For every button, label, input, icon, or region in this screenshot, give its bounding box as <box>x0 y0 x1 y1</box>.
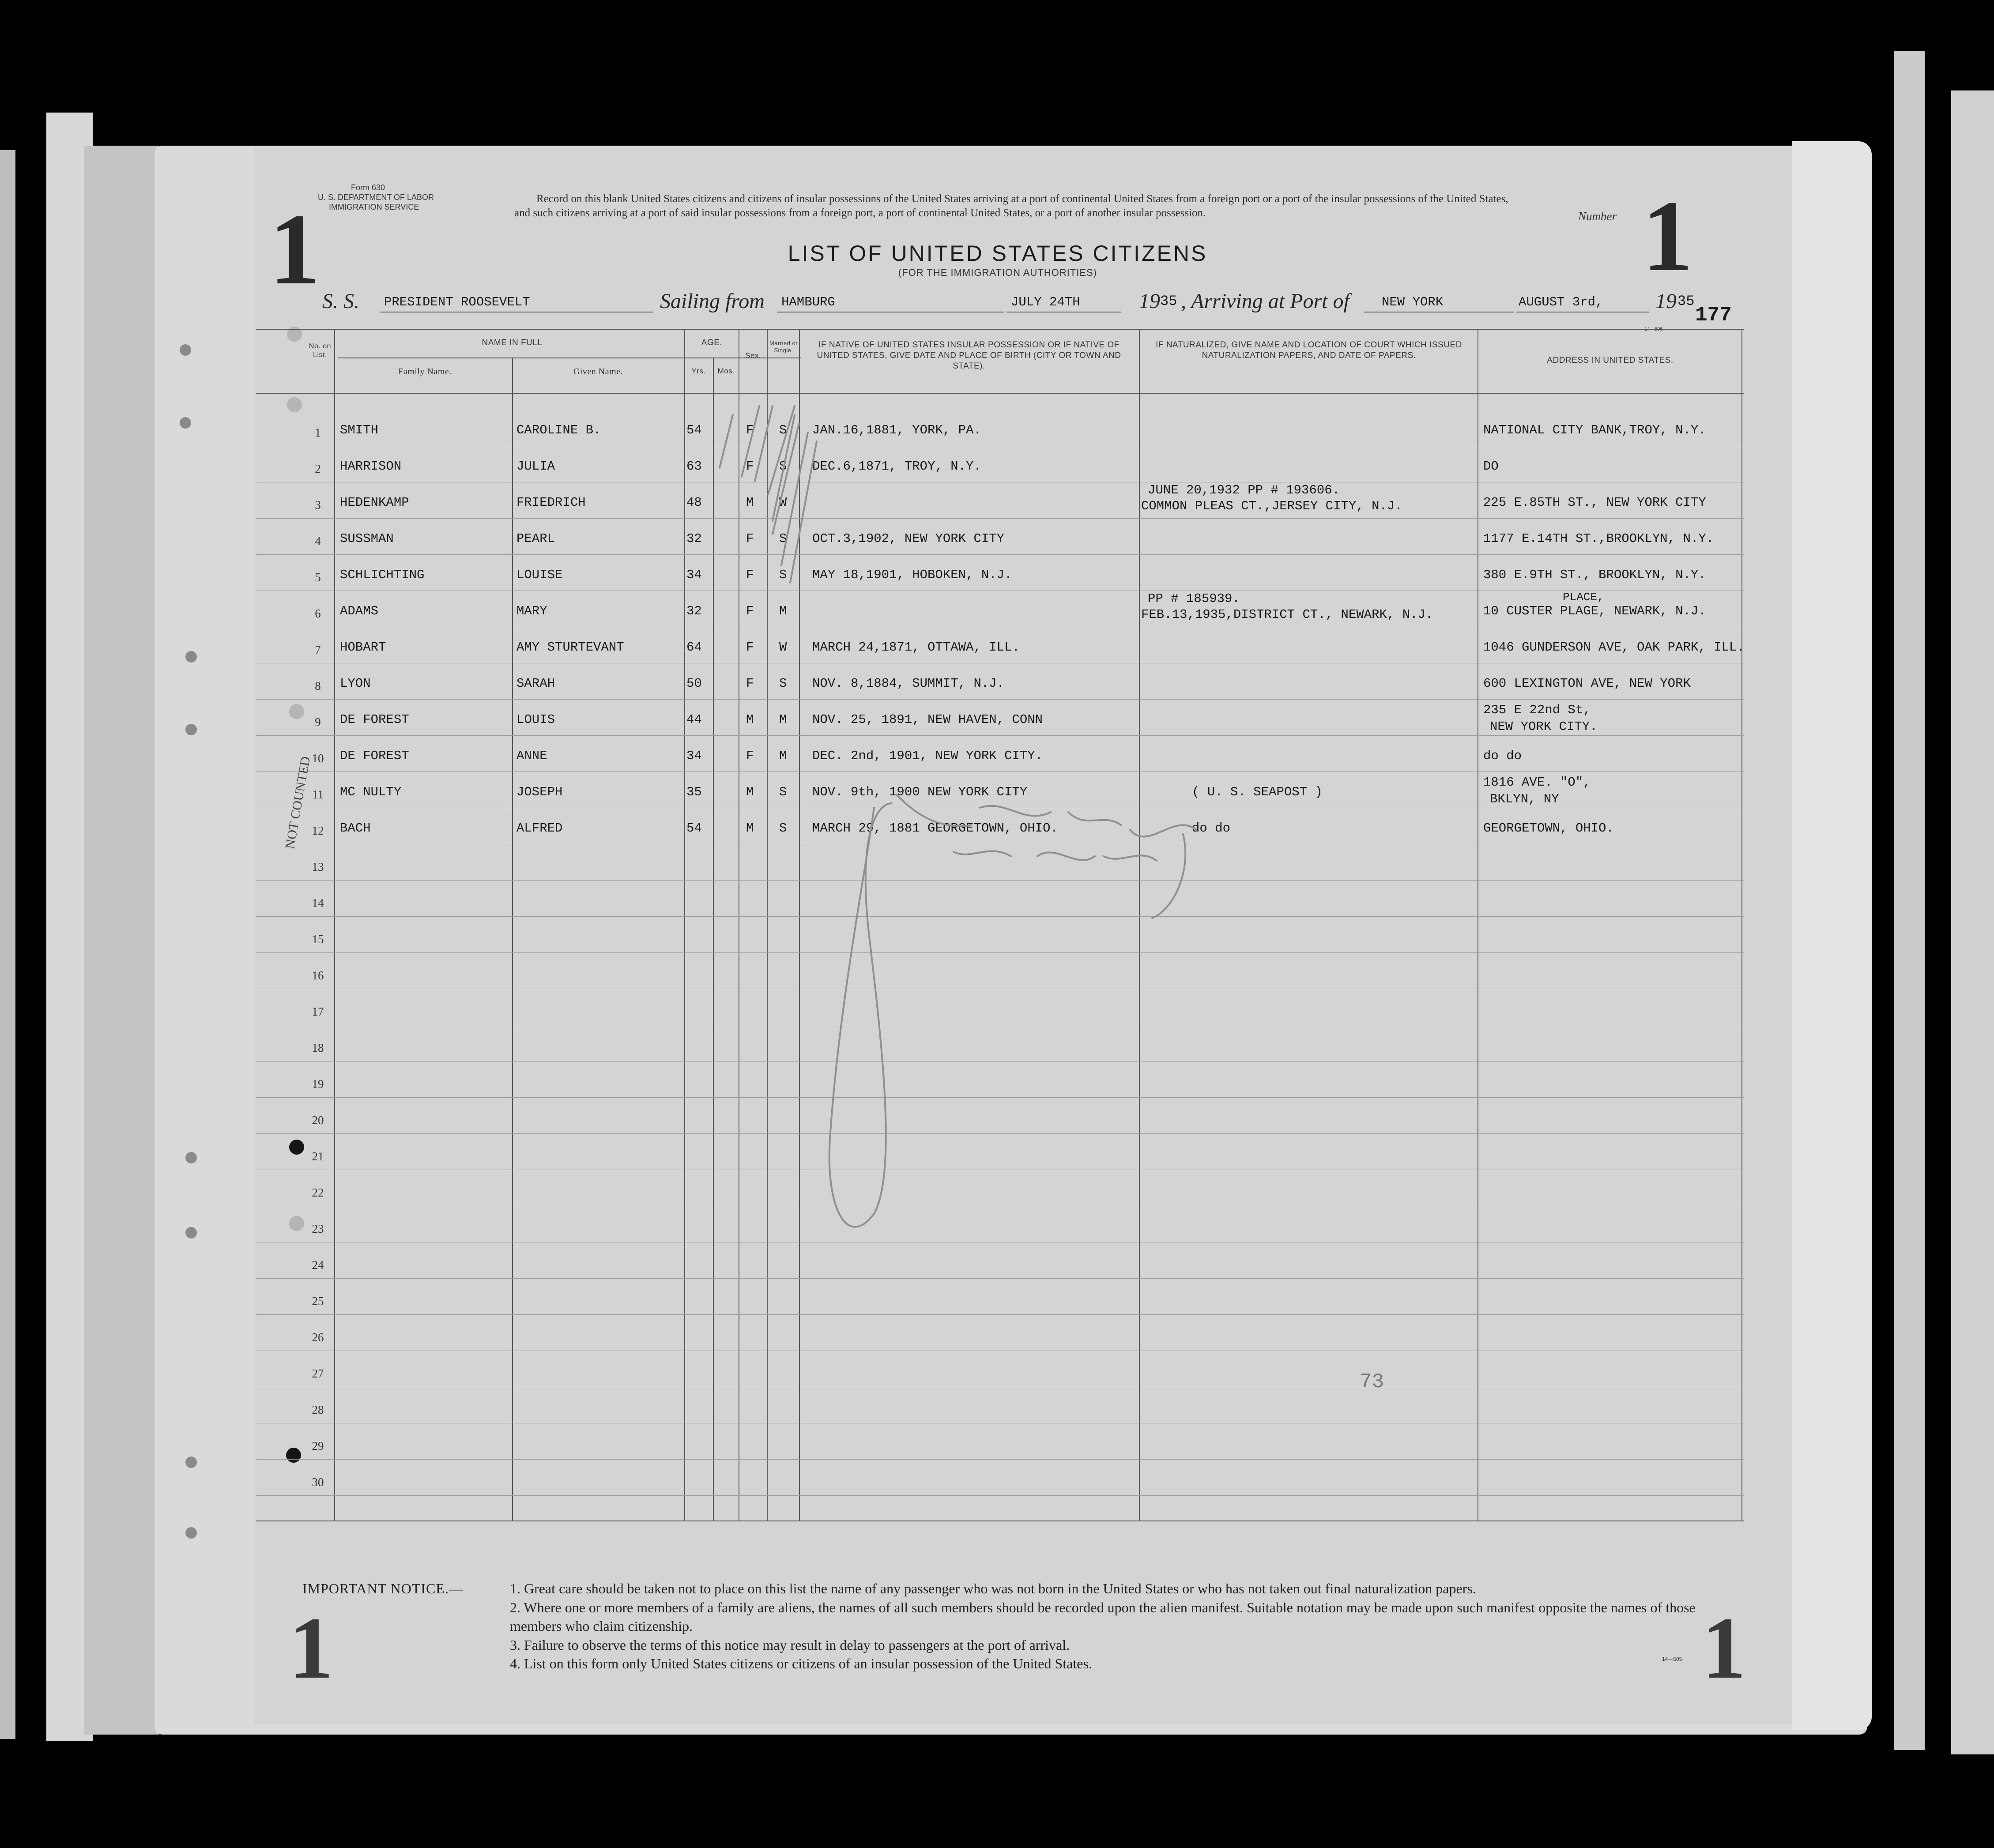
row-rule <box>256 1459 1744 1460</box>
sex-cell: M <box>746 785 754 799</box>
sex-cell: F <box>746 423 754 437</box>
given-name-cell: ALFRED <box>516 821 563 836</box>
header-yrs: Yrs. <box>691 367 706 375</box>
form-number: Form 630 <box>351 183 385 192</box>
birth-date-place-cell: OCT.3,1902, NEW YORK CITY <box>812 531 1005 546</box>
birth-date-place-cell: DEC. 2nd, 1901, NEW YORK CITY. <box>812 749 1043 763</box>
row-number: 9 <box>315 715 321 729</box>
row-number: 23 <box>312 1222 324 1235</box>
header-given-name: Given Name. <box>573 367 623 376</box>
col-rule <box>1741 329 1742 1521</box>
ship-name[interactable]: PRESIDENT ROOSEVELT <box>384 295 530 309</box>
header-naturalized: IF NATURALIZED, GIVE NAME AND LOCATION OF COURT WHICH ISSUED NATURALIZATION PAPERS, AND DATE OF PAPERS. <box>1156 340 1462 360</box>
age-years-cell: 34 <box>686 749 702 763</box>
header-age: AGE. <box>701 338 723 347</box>
marital-status-cell: S <box>779 423 787 437</box>
address-cell: 380 E.9TH ST., BROOKLYN, N.Y. <box>1483 568 1706 582</box>
birth-date-place-cell: MARCH 29, 1881 GEORGETOWN, OHIO. <box>812 821 1058 836</box>
binder-hole <box>185 1227 197 1238</box>
marital-status-cell: S <box>779 568 787 582</box>
col-rule <box>684 329 685 1521</box>
row-number: 27 <box>312 1367 324 1380</box>
age-years-cell: 32 <box>686 531 702 546</box>
marital-status-cell: S <box>779 821 787 836</box>
form-preamble: Record on this blank United States citizens and citizens of insular possessions of the United States arriving at a port of continental United States from a foreign port or a port of the insular possessions of the United States, and such citizens arriving at a port of said insular possessions from a foreign port, a port of continental United States, or a port of another insular possession. <box>514 193 1508 219</box>
port-to[interactable]: NEW YORK <box>1382 295 1444 309</box>
marital-status-cell: M <box>779 604 787 618</box>
row-number: 28 <box>312 1403 324 1416</box>
right-page-edge <box>1894 51 1925 1750</box>
sex-cell: M <box>746 495 754 510</box>
family-name-cell: SCHLICHTING <box>340 568 425 582</box>
binder-hole <box>185 1152 197 1163</box>
address-cell: NATIONAL CITY BANK,TROY, N.Y. <box>1483 423 1706 437</box>
given-name-cell: LOUIS <box>516 712 555 727</box>
number-label: Number <box>1578 210 1617 223</box>
arrive-date[interactable]: AUGUST 3rd, <box>1519 295 1603 309</box>
row-number: 7 <box>315 643 321 656</box>
binder-hole <box>180 417 191 429</box>
marital-status-cell: S <box>779 531 787 546</box>
naturalization-cell: do do <box>1192 821 1231 836</box>
row-number: 11 <box>312 788 324 801</box>
punched-hole <box>286 1448 301 1463</box>
age-years-cell: 50 <box>686 676 702 691</box>
punched-hole <box>289 1140 304 1155</box>
header-name-in-full: NAME IN FULL <box>482 338 543 347</box>
row-number: 25 <box>312 1295 324 1308</box>
marital-status-cell: S <box>779 785 787 799</box>
birth-date-place-cell: JAN.16,1881, YORK, PA. <box>812 423 981 437</box>
notice-label: IMPORTANT NOTICE.— <box>302 1581 464 1596</box>
header-sex: Sex. <box>745 351 761 360</box>
page-right-margin <box>1792 141 1872 1730</box>
row-number: 14 <box>312 896 324 910</box>
naturalization-cell: ( U. S. SEAPOST ) <box>1192 785 1323 799</box>
binder-hole <box>185 1527 197 1539</box>
address-cell: 1177 E.14TH ST.,BROOKLYN, N.Y. <box>1483 531 1714 546</box>
age-years-cell: 54 <box>686 423 702 437</box>
service-name: IMMIGRATION SERVICE <box>329 203 419 211</box>
binder-hole <box>180 344 191 356</box>
notice-item: 3. Failure to observe the terms of this notice may result in delay to passengers at the port of arrival. <box>510 1637 1070 1653</box>
given-name-cell: JOSEPH <box>516 785 563 799</box>
depart-year-prefix: 19 <box>1139 290 1160 313</box>
row-number: 5 <box>315 571 321 584</box>
family-name-cell: BACH <box>340 821 371 836</box>
faint-count-number: 73 <box>1360 1370 1384 1393</box>
sex-cell: M <box>746 712 754 727</box>
row-number: 24 <box>312 1258 324 1272</box>
address-second-line-cell: BKLYN, NY <box>1490 792 1559 806</box>
table-top-rule <box>256 329 1744 330</box>
address-cell: GEORGETOWN, OHIO. <box>1483 821 1614 836</box>
birth-date-place-cell: MAY 18,1901, HOBOKEN, N.J. <box>812 568 1012 582</box>
family-name-cell: SUSSMAN <box>340 531 394 546</box>
ss-label: S. S. <box>322 290 359 313</box>
header-no-on-list: No. on List. <box>309 343 332 359</box>
given-name-cell: SARAH <box>516 676 555 691</box>
row-number: 6 <box>315 607 321 620</box>
address-cell: 225 E.85TH ST., NEW YORK CITY <box>1483 495 1706 510</box>
birth-date-place-cell: DEC.6,1871, TROY, N.Y. <box>812 459 981 474</box>
row-number: 13 <box>312 860 324 873</box>
sex-cell: F <box>746 749 754 763</box>
binder-ring-mark <box>287 397 302 412</box>
binder-hole <box>185 724 197 735</box>
print-code-bottom: 14—505 <box>1662 1656 1682 1662</box>
sailing-label: Sailing from <box>660 290 765 313</box>
row-number: 1 <box>315 426 321 439</box>
row-number: 8 <box>315 679 321 693</box>
naturalization-court-cell: FEB.13,1935,DISTRICT CT., NEWARK, N.J. <box>1141 607 1433 622</box>
address-cell: 10 CUSTER PLAGE, NEWARK, N.J. <box>1483 604 1706 618</box>
marital-status-cell: W <box>779 495 787 510</box>
row-number: 16 <box>312 969 324 982</box>
row-number: 12 <box>312 824 324 837</box>
row-number: 21 <box>312 1150 324 1163</box>
birth-date-place-cell: NOV. 9th, 1900 NEW YORK CITY <box>812 785 1028 799</box>
binder-hole <box>185 651 197 662</box>
age-years-cell: 44 <box>686 712 702 727</box>
address-cell: 600 LEXINGTON AVE, NEW YORK <box>1483 676 1691 691</box>
list-number: 1 <box>1642 180 1693 292</box>
age-years-cell: 35 <box>686 785 702 799</box>
row-number: 20 <box>312 1114 324 1127</box>
sex-cell: F <box>746 676 754 691</box>
family-name-cell: HOBART <box>340 640 386 655</box>
marital-status-cell: S <box>779 459 787 474</box>
age-years-cell: 64 <box>686 640 702 655</box>
age-years-cell: 32 <box>686 604 702 618</box>
marital-status-cell: M <box>779 712 787 727</box>
notice-item: 1. Great care should be taken not to place on this list the name of any passenger who was not born in the United States or who has not taken out final naturalization papers. <box>510 1581 1476 1596</box>
sex-cell: F <box>746 459 754 474</box>
arrive-year-prefix: 19 <box>1655 290 1677 313</box>
address-cell: 1816 AVE. "O", <box>1483 775 1591 790</box>
given-name-cell: CAROLINE B. <box>516 423 601 437</box>
family-name-cell: MC NULTY <box>340 785 402 799</box>
row-rule <box>256 1495 1744 1496</box>
header-married-single: Married or Single. <box>769 340 798 354</box>
given-name-cell: JULIA <box>516 459 555 474</box>
given-name-cell: FRIEDRICH <box>516 495 586 510</box>
address-cell: do do <box>1483 749 1522 763</box>
given-name-cell: LOUISE <box>516 568 563 582</box>
left-page-edge-inner <box>0 150 15 1739</box>
row-rule <box>256 1278 1744 1279</box>
sex-cell: F <box>746 568 754 582</box>
age-years-cell: 54 <box>686 821 702 836</box>
address-second-line-cell: NEW YORK CITY. <box>1490 719 1598 734</box>
row-number: 10 <box>312 752 324 765</box>
header-address: ADDRESS IN UNITED STATES. <box>1547 356 1674 365</box>
family-name-cell: HARRISON <box>340 459 402 474</box>
col-rule <box>334 329 335 1521</box>
sex-cell: F <box>746 531 754 546</box>
given-name-cell: AMY STURTEVANT <box>516 640 624 655</box>
family-name-cell: LYON <box>340 676 371 691</box>
sex-cell: F <box>746 604 754 618</box>
address-cell: 235 E 22nd St, <box>1483 703 1591 717</box>
port-from[interactable]: HAMBURG <box>781 295 835 309</box>
sheet-marker-bottom-right: 1 <box>1702 1600 1746 1697</box>
notice-item: 4. List on this form only United States citizens or citizens of an insular possession of the United States. <box>510 1656 1092 1672</box>
naturalization-cell: PP # 185939. <box>1148 591 1240 606</box>
age-years-cell: 48 <box>686 495 702 510</box>
address-cell: DO <box>1483 459 1499 474</box>
arriving-label: , Arriving at Port of <box>1181 290 1349 313</box>
binder-ring-mark <box>289 704 304 719</box>
family-name-cell: HEDENKAMP <box>340 495 409 510</box>
department-name: U. S. DEPARTMENT OF LABOR <box>318 193 434 202</box>
header-native-birth: IF NATIVE OF UNITED STATES INSULAR POSSESSION OR IF NATIVE OF UNITED STATES, GIVE DATE AND PLACE OF BIRTH (CITY OR TOWN AND STATE). <box>817 340 1121 371</box>
row-number: 19 <box>312 1077 324 1091</box>
header-mos: Mos. <box>717 367 735 375</box>
form-subtitle: (FOR THE IMMIGRATION AUTHORITIES) <box>898 267 1097 278</box>
sheet-marker-bottom-left: 1 <box>289 1600 333 1697</box>
form-title: LIST OF UNITED STATES CITIZENS <box>788 241 1208 266</box>
binder-ring-mark <box>289 1216 304 1231</box>
left-stacked-pages <box>84 146 159 1735</box>
row-number: 30 <box>312 1475 324 1489</box>
not-counted-stamp: NOT COUNTED <box>283 755 313 850</box>
row-rule <box>256 1314 1744 1315</box>
row-number: 22 <box>312 1186 324 1199</box>
row-number: 17 <box>312 1005 324 1018</box>
depart-year-fill[interactable]: 35 <box>1160 293 1177 309</box>
depart-date[interactable]: JULY 24TH <box>1011 295 1080 309</box>
row-number: 4 <box>315 534 321 548</box>
birth-date-place-cell: NOV. 8,1884, SUMMIT, N.J. <box>812 676 1005 691</box>
row-number: 3 <box>315 498 321 512</box>
row-number: 26 <box>312 1331 324 1344</box>
col-rule <box>512 358 513 1521</box>
marital-status-cell: M <box>779 749 787 763</box>
birth-date-place-cell: MARCH 24,1871, OTTAWA, ILL. <box>812 640 1020 655</box>
sheet-marker-top: 1 <box>269 193 320 305</box>
row-number: 29 <box>312 1439 324 1453</box>
family-name-cell: DE FOREST <box>340 712 409 727</box>
family-name-cell: ADAMS <box>340 604 379 618</box>
given-name-cell: MARY <box>516 604 547 618</box>
notice-item: 2. Where one or more members of a family are aliens, the names of all such members should be recorded upon the alien manifest. Suitable notation may be made upon such manifest opposite the names of those members who claim citizenship. <box>510 1599 1696 1634</box>
important-notice <box>302 1579 1715 1673</box>
sex-cell: F <box>746 640 754 655</box>
address-cell: 1046 GUNDERSON AVE, OAK PARK, ILL. <box>1483 640 1745 655</box>
row-number: 2 <box>315 462 321 475</box>
right-page-edge-far <box>1951 90 1994 1754</box>
marital-status-cell: S <box>779 676 787 691</box>
age-years-cell: 34 <box>686 568 702 582</box>
family-name-cell: SMITH <box>340 423 379 437</box>
naturalization-court-cell: COMMON PLEAS CT.,JERSEY CITY, N.J. <box>1141 499 1402 513</box>
given-name-cell: ANNE <box>516 749 547 763</box>
row-number: 18 <box>312 1041 324 1054</box>
family-name-cell: DE FOREST <box>340 749 409 763</box>
address-second-line-cell: PLACE, <box>1563 591 1604 604</box>
sex-cell: M <box>746 821 754 836</box>
header-family-name: Family Name. <box>398 367 452 376</box>
handwritten-signature <box>706 388 1227 1253</box>
age-years-cell: 63 <box>686 459 702 474</box>
naturalization-cell: JUNE 20,1932 PP # 193606. <box>1148 483 1340 497</box>
marital-status-cell: W <box>779 640 787 655</box>
arrive-year-fill[interactable]: 35 <box>1677 293 1695 309</box>
page-number: 177 <box>1695 304 1732 327</box>
given-name-cell: PEARL <box>516 531 555 546</box>
row-number: 15 <box>312 933 324 946</box>
birth-date-place-cell: NOV. 25, 1891, NEW HAVEN, CONN <box>812 712 1043 727</box>
binder-hole <box>185 1457 197 1468</box>
